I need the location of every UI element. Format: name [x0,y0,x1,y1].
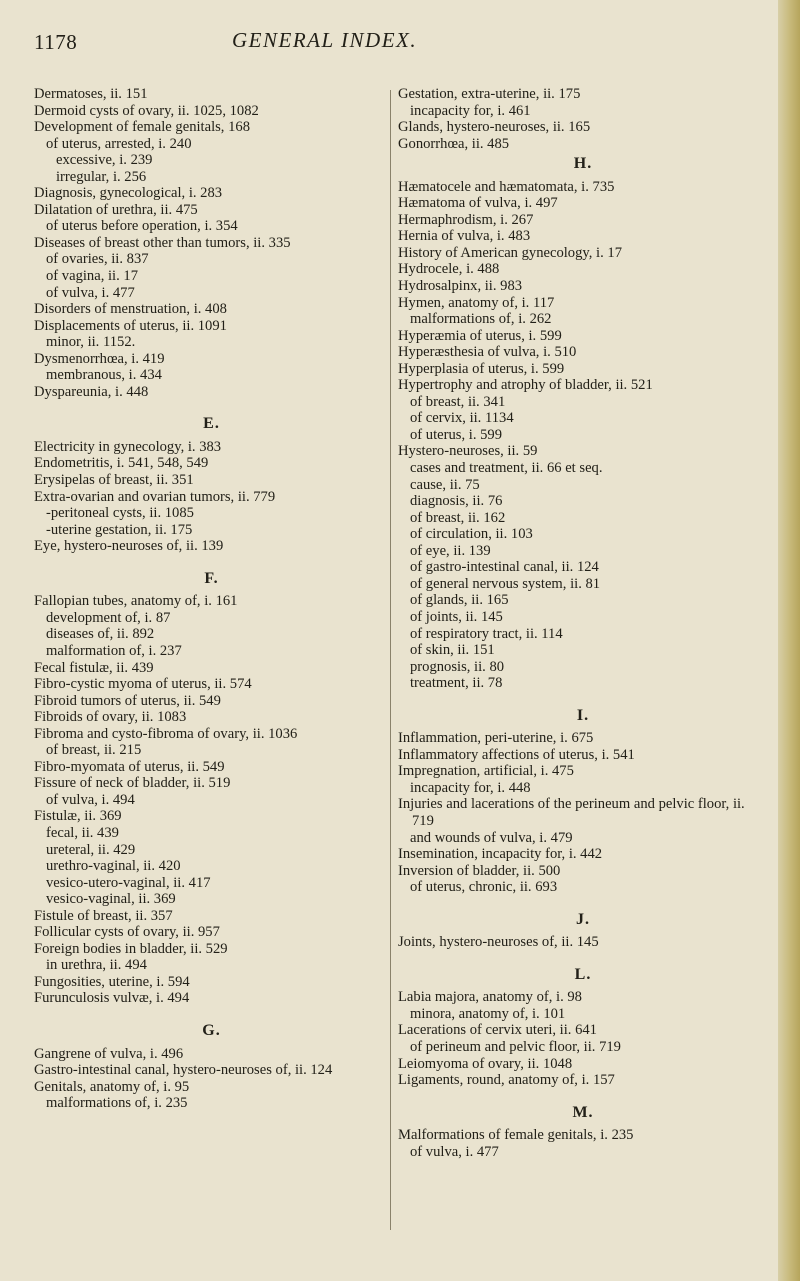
index-subentry: of vulva, i. 477 [410,1143,499,1160]
index-subentry: malformations of, i. 262 [410,311,552,328]
section-d [34,86,389,400]
index-subentry: of uterus before operation, i. 354 [46,218,238,235]
section-m [398,1127,768,1160]
index-entry: Labia majora, anatomy of, i. 98 [398,989,582,1006]
index-entry: Diagnosis, gynecological, i. 283 [34,185,223,202]
section-heading-e: E. [203,415,220,433]
index-subentry: cases and treatment, ii. 66 et seq. [410,460,603,477]
index-entry: Fibro-cystic myoma of uterus, ii. 574 [34,676,252,693]
index-entry: Dermatoses, ii. 151 [34,86,148,102]
index-subentry: of circulation, ii. 103 [410,526,533,543]
index-subentry: treatment, ii. 78 [410,675,503,692]
index-entry: Inflammatory affections of uterus, i. 541 [398,746,635,763]
index-subentry: vesico-vaginal, ii. 369 [46,891,176,908]
index-entry: Dysmenorrhœa, i. 419 [34,350,165,367]
index-entry: Fibro-myomata of uterus, ii. 549 [34,758,225,775]
index-subentry: minor, ii. 1152. [46,334,136,351]
index-entry: Impregnation, artificial, i. 475 [398,763,574,780]
section-f [34,593,389,1007]
index-subentry: of general nervous system, ii. 81 [410,575,601,592]
section-g [34,1046,389,1112]
section-heading-g: G. [202,1021,221,1039]
index-subentry: of vulva, i. 494 [46,791,135,808]
index-subentry: malformation of, i. 237 [46,642,182,659]
index-entry: Fecal fistulæ, ii. 439 [34,659,154,676]
index-subentry: malformations of, i. 235 [46,1095,188,1112]
index-entry: History of American gynecology, i. 17 [398,244,622,261]
index-entry: Diseases of breast other than tumors, ii. 335 [34,234,291,251]
index-entry: Endometritis, i. 541, 548, 549 [34,455,209,472]
index-entry: Dermoid cysts of ovary, ii. 1025, 1082 [34,102,259,119]
index-entry: Furunculosis vulvæ, i. 494 [34,990,190,1007]
index-subentry: irregular, i. 256 [56,168,147,185]
index-entry: Gestation, extra-uterine, ii. 175 [398,86,581,102]
index-subentry: prognosis, ii. 80 [410,658,505,675]
index-subentry: incapacity for, i. 461 [410,102,531,119]
index-subentry: of vulva, i. 477 [46,284,135,301]
index-subentry: of glands, ii. 165 [410,592,509,609]
index-entry: Glands, hystero-neuroses, ii. 165 [398,119,591,136]
section-heading-l: L. [574,965,592,983]
index-entry: Gonorrhœa, ii. 485 [398,135,510,152]
index-subentry: of uterus, chronic, ii. 693 [410,879,558,896]
index-subentry: of breast, ii. 341 [410,393,506,410]
index-entry: Leiomyoma of ovary, ii. 1048 [398,1055,573,1072]
index-entry: Hystero-neuroses, ii. 59 [398,443,538,460]
index-subentry: diseases of, ii. 892 [46,626,155,643]
section-h [398,179,768,692]
index-subentry: of cervix, ii. 1134 [410,410,514,427]
index-entry: Displacements of uterus, ii. 1091 [34,317,227,334]
index-subentry: of gastro-intestinal canal, ii. 124 [410,559,599,576]
index-subentry: membranous, i. 434 [46,367,162,384]
index-subentry: and wounds of vulva, i. 479 [410,829,573,846]
index-subentry: of breast, ii. 162 [410,509,506,526]
index-entry: Dilatation of urethra, ii. 475 [34,201,198,218]
section-heading-j: J. [576,910,590,928]
section-heading-f: F. [204,569,219,587]
index-entry: Fibroids of ovary, ii. 1083 [34,709,187,726]
page-edge [778,0,800,1281]
index-subentry: of respiratory tract, ii. 114 [410,625,563,642]
index-entry: Hyperæsthesia of vulva, i. 510 [398,344,577,361]
index-entry: Joints, hystero-neuroses of, ii. 145 [398,934,599,951]
index-subentry: excessive, i. 239 [56,152,153,169]
index-entry: Genitals, anatomy of, i. 95 [34,1078,190,1095]
column-divider [390,90,391,1230]
index-subentry: development of, i. 87 [46,609,171,626]
index-entry: Hyperæmia of uterus, i. 599 [398,327,562,344]
index-entry: Fallopian tubes, anatomy of, i. 161 [34,593,238,610]
index-entry: Ligaments, round, anatomy of, i. 157 [398,1072,615,1089]
index-subentry: of skin, ii. 151 [410,642,495,659]
section-i [398,730,768,895]
index-entry: Inversion of bladder, ii. 500 [398,862,561,879]
index-entry: Disorders of menstruation, i. 408 [34,301,227,318]
index-entry: Hermaphrodism, i. 267 [398,211,534,228]
section-l [398,989,768,1088]
index-entry: Fungosities, uterine, i. 594 [34,973,190,990]
index-entry: Insemination, incapacity for, i. 442 [398,846,603,863]
index-subentry: incapacity for, i. 448 [410,779,531,796]
index-entry: Fistulæ, ii. 369 [34,808,122,825]
index-column-left [34,86,389,1112]
section-j [398,934,768,951]
index-entry: Follicular cysts of ovary, ii. 957 [34,924,220,941]
index-subentry: -peritoneal cysts, ii. 1085 [46,505,194,522]
index-entry: Hydrosalpinx, ii. 983 [398,278,523,295]
page-number: 1178 [34,30,78,54]
index-subentry: in urethra, ii. 494 [46,957,147,974]
index-subentry: vesico-utero-vaginal, ii. 417 [46,874,211,891]
index-entry: Hydrocele, i. 488 [398,261,500,278]
index-subentry: minora, anatomy of, i. 101 [410,1005,566,1022]
index-subentry: of ovaries, ii. 837 [46,251,149,268]
index-entry: Foreign bodies in bladder, ii. 529 [34,940,228,957]
index-subentry: of joints, ii. 145 [410,608,503,625]
index-entry: Gastro-intestinal canal, hystero-neuroses of, ii. 124 [34,1062,333,1079]
index-subentry: of uterus, i. 599 [410,426,503,443]
index-subentry: diagnosis, ii. 76 [410,493,503,510]
index-subentry: urethro-vaginal, ii. 420 [46,858,181,875]
index-subentry: ureteral, ii. 429 [46,841,136,858]
index-entry: Hypertrophy and atrophy of bladder, ii. 521 [398,377,653,394]
index-entry: Hernia of vulva, i. 483 [398,228,531,245]
index-entry: Fibroid tumors of uterus, ii. 549 [34,692,221,709]
section-heading-i: I. [576,706,590,724]
index-subentry: fecal, ii. 439 [46,824,119,841]
index-entry: Development of female genitals, 168 [34,119,250,136]
index-entry: Hæmatocele and hæmatomata, i. 735 [398,178,615,195]
index-entry: Extra-ovarian and ovarian tumors, ii. 779 [34,488,276,505]
index-subentry: -uterine gestation, ii. 175 [46,521,193,538]
index-entry: Hæmatoma of vulva, i. 497 [398,195,558,212]
index-entry: Injuries and lacerations of the perineum and pelvic floor, ii. 719 [398,796,745,829]
index-entry: Gangrene of vulva, i. 496 [34,1045,184,1062]
index-subentry: cause, ii. 75 [410,476,480,493]
index-entry: Lacerations of cervix uteri, ii. 641 [398,1022,597,1039]
section-g-continued [398,86,768,152]
index-entry: Fissure of neck of bladder, ii. 519 [34,775,231,792]
index-subentry: of eye, ii. 139 [410,542,491,559]
index-column-right [398,86,768,1160]
section-heading-h: H. [573,155,593,173]
index-entry: Eye, hystero-neuroses of, ii. 139 [34,538,224,555]
index-entry: Malformations of female genitals, i. 235 [398,1127,634,1144]
running-title: GENERAL INDEX. [232,28,418,52]
index-subentry: of uterus, arrested, i. 240 [46,135,192,152]
index-entry: Inflammation, peri-uterine, i. 675 [398,730,594,747]
index-subentry: of vagina, ii. 17 [46,268,139,285]
section-heading-m: M. [572,1103,594,1121]
index-subentry: of breast, ii. 215 [46,742,142,759]
index-entry: Dyspareunia, i. 448 [34,383,149,400]
index-entry: Fibroma and cysto-fibroma of ovary, ii. 1036 [34,725,298,742]
index-entry: Electricity in gynecology, i. 383 [34,438,222,455]
section-e [34,439,389,555]
index-entry: Hymen, anatomy of, i. 117 [398,294,555,311]
index-entry: Hyperplasia of uterus, i. 599 [398,360,565,377]
index-subentry: of perineum and pelvic floor, ii. 719 [410,1038,621,1055]
index-entry: Erysipelas of breast, ii. 351 [34,472,194,489]
index-entry: Fistule of breast, ii. 357 [34,907,173,924]
